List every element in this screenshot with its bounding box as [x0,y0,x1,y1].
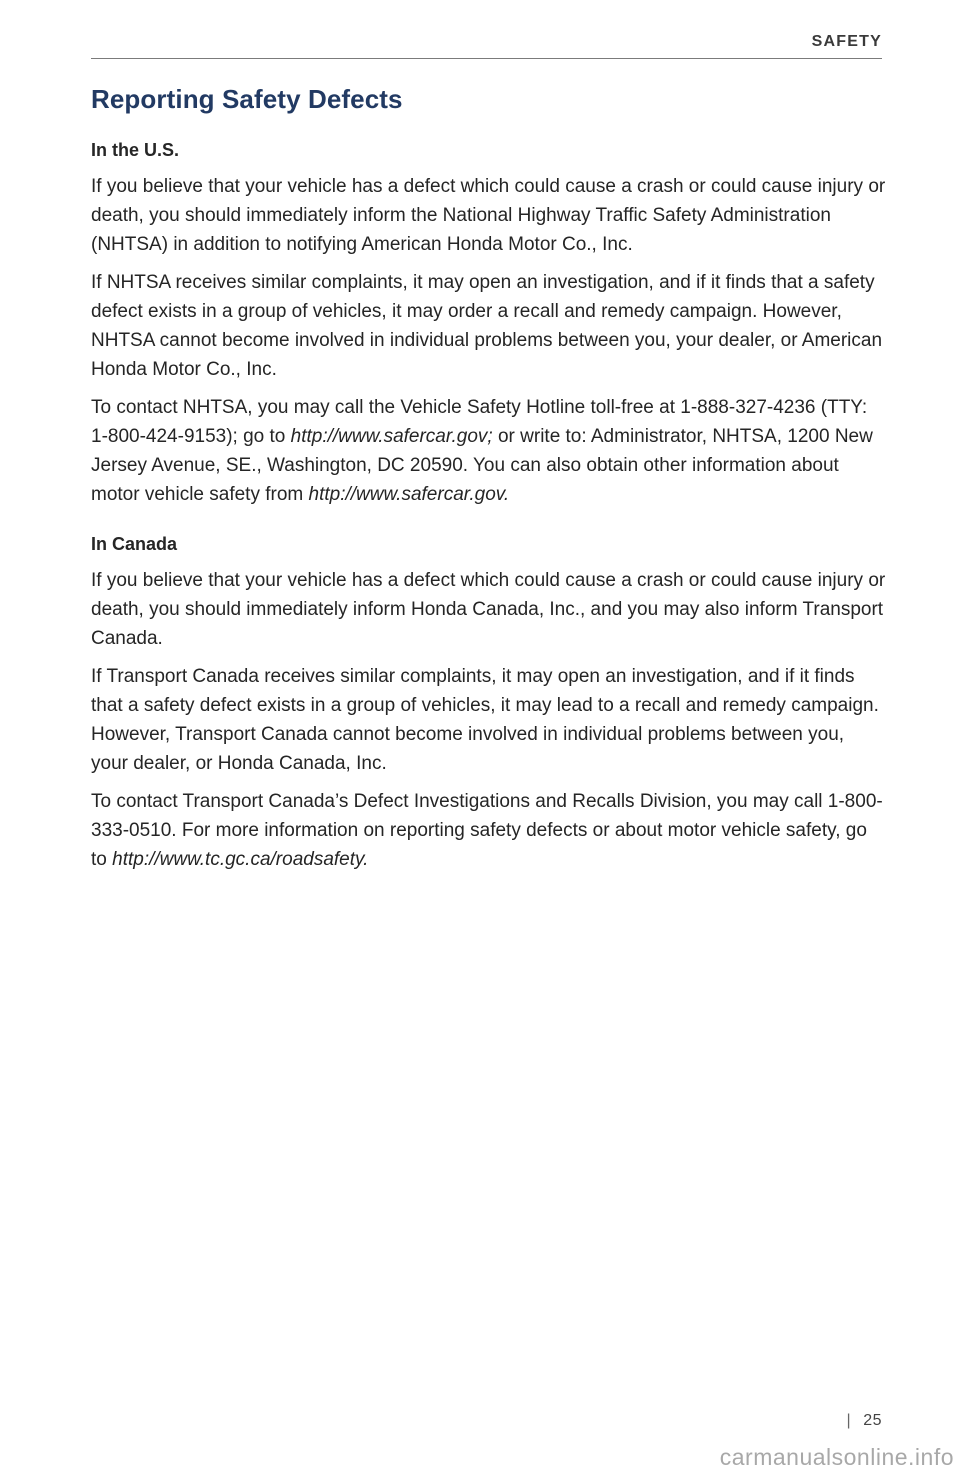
page-number: 25 [863,1412,882,1429]
us-paragraph-3-text-1: To contact NHTSA, you may call the Vehicle Safety Hotline toll-free at 1-888-327-4236 (TTY: 1-800-424-9153); go to [91,397,868,447]
section-canada [91,531,886,874]
section-heading-us: In the U.S. [91,140,180,160]
header-divider [91,58,882,59]
us-paragraph-3-text-2: or write to: Administrator, NHTSA, 1200 New Jersey Avenue, SE., Washington, DC 20590. You can also obtain other information about motor vehicle safety from [91,426,873,505]
section-heading-canada: In Canada [91,534,178,554]
nhtsa-link-1[interactable]: http://www.safercar.gov; [290,426,493,447]
nhtsa-link-2[interactable]: http://www.safercar.gov. [308,484,510,505]
watermark: carmanualsonline.info [719,1444,954,1470]
document-content [91,80,886,874]
canada-paragraph-3-text-1: To contact Transport Canada’s Defect Investigations and Recalls Division, you may call 1-800-333-0510. For more information on reporting safety defects or about motor vehicle safety, go to [91,791,883,870]
canada-paragraph-2: If Transport Canada receives similar complaints, it may open an investigation, and if it finds that a safety defect exists in a group of vehicles, it may lead to a recall and remedy campaign. However, Transport Canada cannot become involved in individual problems between you, your dealer, or Honda Canada, Inc. [91,666,879,774]
section-label: SAFETY [811,33,882,50]
us-paragraph-3 [91,393,886,509]
transport-canada-link[interactable]: http://www.tc.gc.ca/roadsafety. [112,849,369,870]
section-us [91,137,886,509]
canada-paragraph-3 [91,787,886,874]
page-title: Reporting Safety Defects [91,84,403,114]
canada-paragraph-1: If you believe that your vehicle has a defect which could cause a crash or could cause injury or death, you should immediately inform Honda Canada, Inc., and you may also inform Transport Canada. [91,570,886,649]
us-paragraph-1: If you believe that your vehicle has a defect which could cause a crash or could cause injury or death, you should immediately inform the National Highway Traffic Safety Administration (NHTSA) in addition to notifying American Honda Motor Co., Inc. [91,176,886,255]
us-paragraph-2: If NHTSA receives similar complaints, it may open an investigation, and if it finds that a safety defect exists in a group of vehicles, it may order a recall and remedy campaign. However, NHTSA cannot become involved in individual problems between you, your dealer, or American Honda Motor Co., Inc. [91,272,883,380]
page-number-separator: | [846,1412,852,1429]
page-number-area [847,1412,882,1430]
